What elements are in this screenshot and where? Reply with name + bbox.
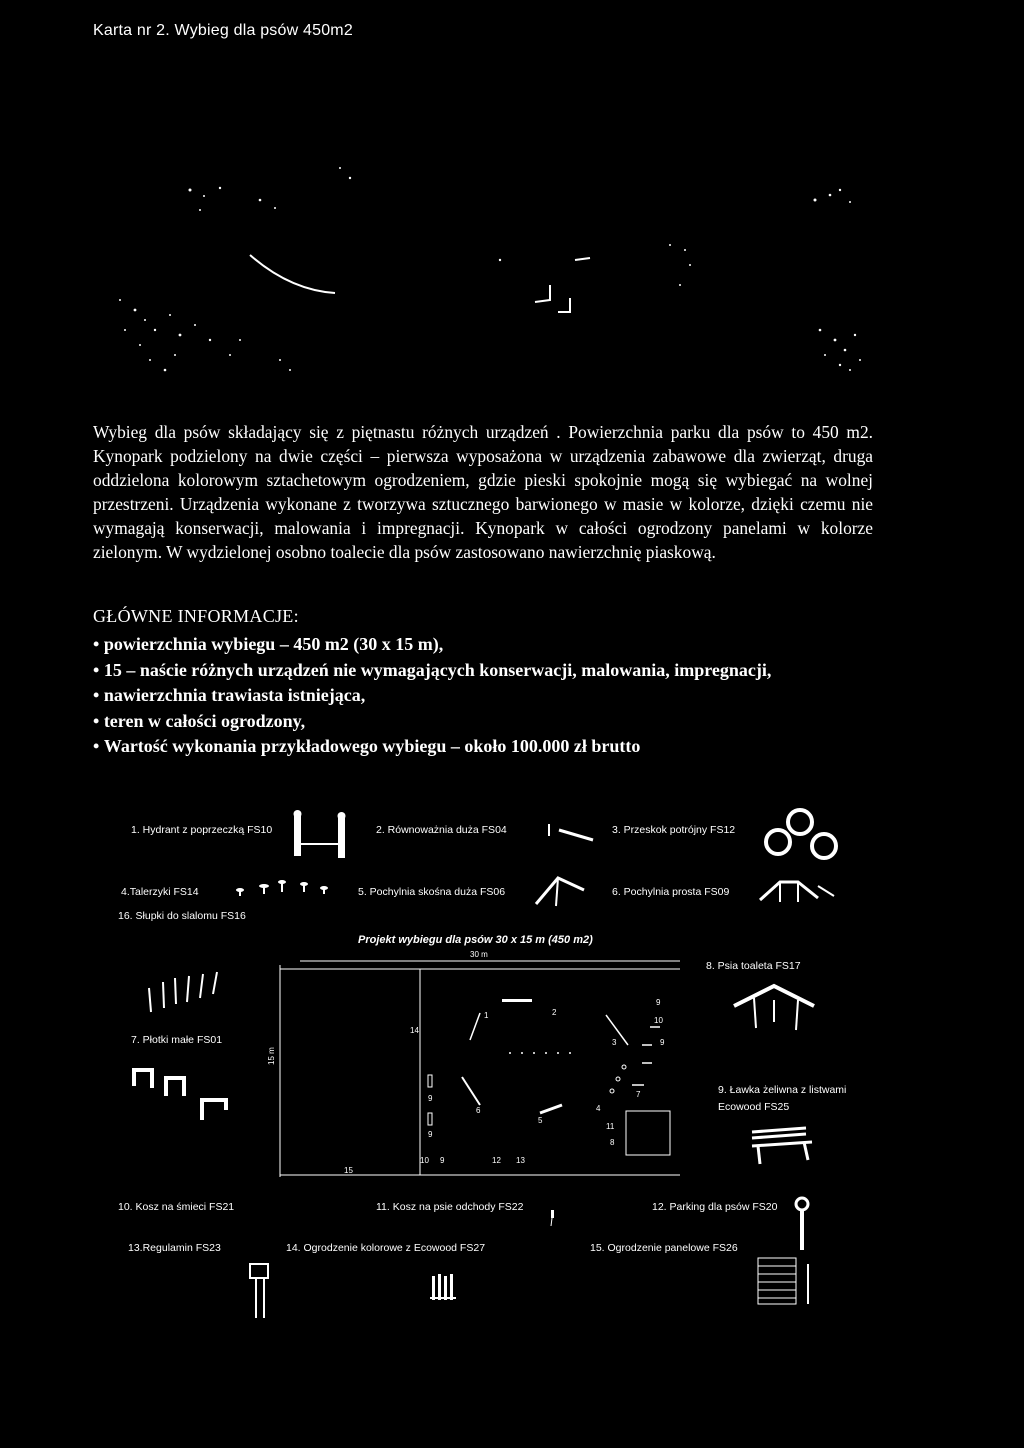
hydrant-icon: [290, 808, 352, 860]
bench-icon: [746, 1120, 826, 1168]
rules-board-icon: [248, 1262, 272, 1322]
equipment-label-slalom: 16. Słupki do slalomu FS16: [118, 910, 246, 922]
plan-number-15: 15: [344, 1166, 353, 1175]
main-info-heading: GŁÓWNE INFORMACJE:: [93, 606, 299, 626]
plan-number-13: 13: [516, 1156, 525, 1165]
park-photo: [80, 130, 900, 420]
dog-toilet-icon: [724, 978, 834, 1038]
plan-number-5: 5: [538, 1116, 543, 1125]
plan-number-8: 8: [610, 1138, 615, 1147]
plan-number-9: 9: [440, 1156, 445, 1165]
slalom-poles-icon: [145, 968, 235, 1018]
page-title: Karta nr 2. Wybieg dla psów 450m2: [93, 22, 353, 39]
plan-number-10: 10: [420, 1156, 429, 1165]
equipment-label-plates: 4.Talerzyki FS14: [121, 886, 199, 898]
plan-number-4: 4: [596, 1104, 601, 1113]
equipment-label-parking: 12. Parking dla psów FS20: [652, 1201, 778, 1213]
plan-number-1: 1: [484, 1011, 489, 1020]
balance-beam-icon: [547, 822, 597, 842]
plan-number-11: 11: [606, 1122, 615, 1131]
panel-fence-icon: [756, 1256, 818, 1308]
dog-parking-icon: [792, 1196, 812, 1252]
plan-width-label: 30 m: [470, 950, 488, 959]
small-fences-icon: [130, 1064, 240, 1124]
description-paragraph: Wybieg dla psów składający się z piętnastu różnych urządzeń . Powierzchnia parku dla psów to 450 m2. Kynopark podzielony na dwie części – pierwsza wyposażona w urządzenia zabawowe dla zwierząt, druga oddzielona kolorowym sztachetowym ogrodzeniem, gdzie pieski spokojnie mogą się wybiegać na wolnej przestrzeni. Urządzenia wykonane z tworzywa sztucznego barwionego w masie w kolorze, dzięki czemu nie wymagają konserwacji, malowania i impregnacji. Kynopark w całości ogrodzony panelami w kolorze zielonym. W wydzielonej osobno toalecie dla psów zastosowano nawierzchnię piaskową.: [93, 422, 873, 562]
info-item-surface: • nawierzchnia trawiasta istniejąca,: [93, 683, 771, 709]
plan-number-2: 2: [552, 1008, 557, 1017]
info-item-area: • powierzchnia wybiegu – 450 m2 (30 x 15 m),: [93, 632, 771, 658]
main-info-list: [93, 632, 771, 760]
plan-number-3: 3: [612, 1038, 617, 1047]
equipment-label-color-fence: 14. Ogrodzenie kolorowe z Ecowood FS27: [286, 1242, 486, 1254]
plan-number-9: 9: [656, 998, 661, 1007]
equipment-label-slope-straight: 6. Pochylnia prosta FS09: [612, 886, 730, 898]
plan-number-6: 6: [476, 1106, 481, 1115]
equipment-label-bin: 10. Kosz na śmieci FS21: [118, 1201, 235, 1213]
plates-icon: [232, 876, 332, 898]
plan-number-10: 10: [654, 1016, 663, 1025]
plan-number-9: 9: [428, 1094, 433, 1103]
triple-jump-icon: [760, 806, 844, 864]
equipment-label-rules: 13.Regulamin FS23: [128, 1242, 221, 1254]
equipment-label-toilet: 8. Psia toaleta FS17: [706, 960, 801, 972]
plan-height-label: 15 m: [267, 1047, 276, 1065]
equipment-label-balance: 2. Równoważnia duża FS04: [376, 824, 507, 836]
color-fence-icon: [430, 1272, 456, 1302]
plan-title: Projekt wybiegu dla psów 30 x 15 m (450 m2): [358, 934, 593, 946]
dog-bin-icon: [548, 1206, 558, 1228]
info-item-value: • Wartość wykonania przykładowego wybiegu – około 100.000 zł brutto: [93, 734, 771, 760]
plan-number-14: 14: [410, 1026, 419, 1035]
equipment-label-panel-fence: 15. Ogrodzenie panelowe FS26: [590, 1242, 738, 1254]
equipment-label-triple-jump: 3. Przeskok potrójny FS12: [612, 824, 736, 836]
plan-number-12: 12: [492, 1156, 501, 1165]
plan-number-9: 9: [428, 1130, 433, 1139]
straight-slope-icon: [758, 872, 838, 908]
info-item-fenced: • teren w całości ogrodzony,: [93, 709, 771, 735]
equipment-label-dog-bin: 11. Kosz na psie odchody FS22: [376, 1201, 524, 1213]
plan-drawing: [267, 945, 690, 1180]
equipment-label-fences-small: 7. Płotki małe FS01: [131, 1034, 223, 1046]
equipment-label-slope-oblique: 5. Pochylnia skośna duża FS06: [358, 886, 506, 898]
plan-number-9: 9: [660, 1038, 665, 1047]
equipment-label-bench: 9. Ławka żeliwna z listwami Ecowood FS25: [718, 1084, 847, 1113]
plan-number-7: 7: [636, 1090, 641, 1099]
oblique-slope-icon: [532, 872, 586, 912]
equipment-label-hydrant: 1. Hydrant z poprzeczką FS10: [131, 824, 273, 836]
info-item-devices: • 15 – naście różnych urządzeń nie wymagających konserwacji, malowania, impregnacji,: [93, 658, 771, 684]
